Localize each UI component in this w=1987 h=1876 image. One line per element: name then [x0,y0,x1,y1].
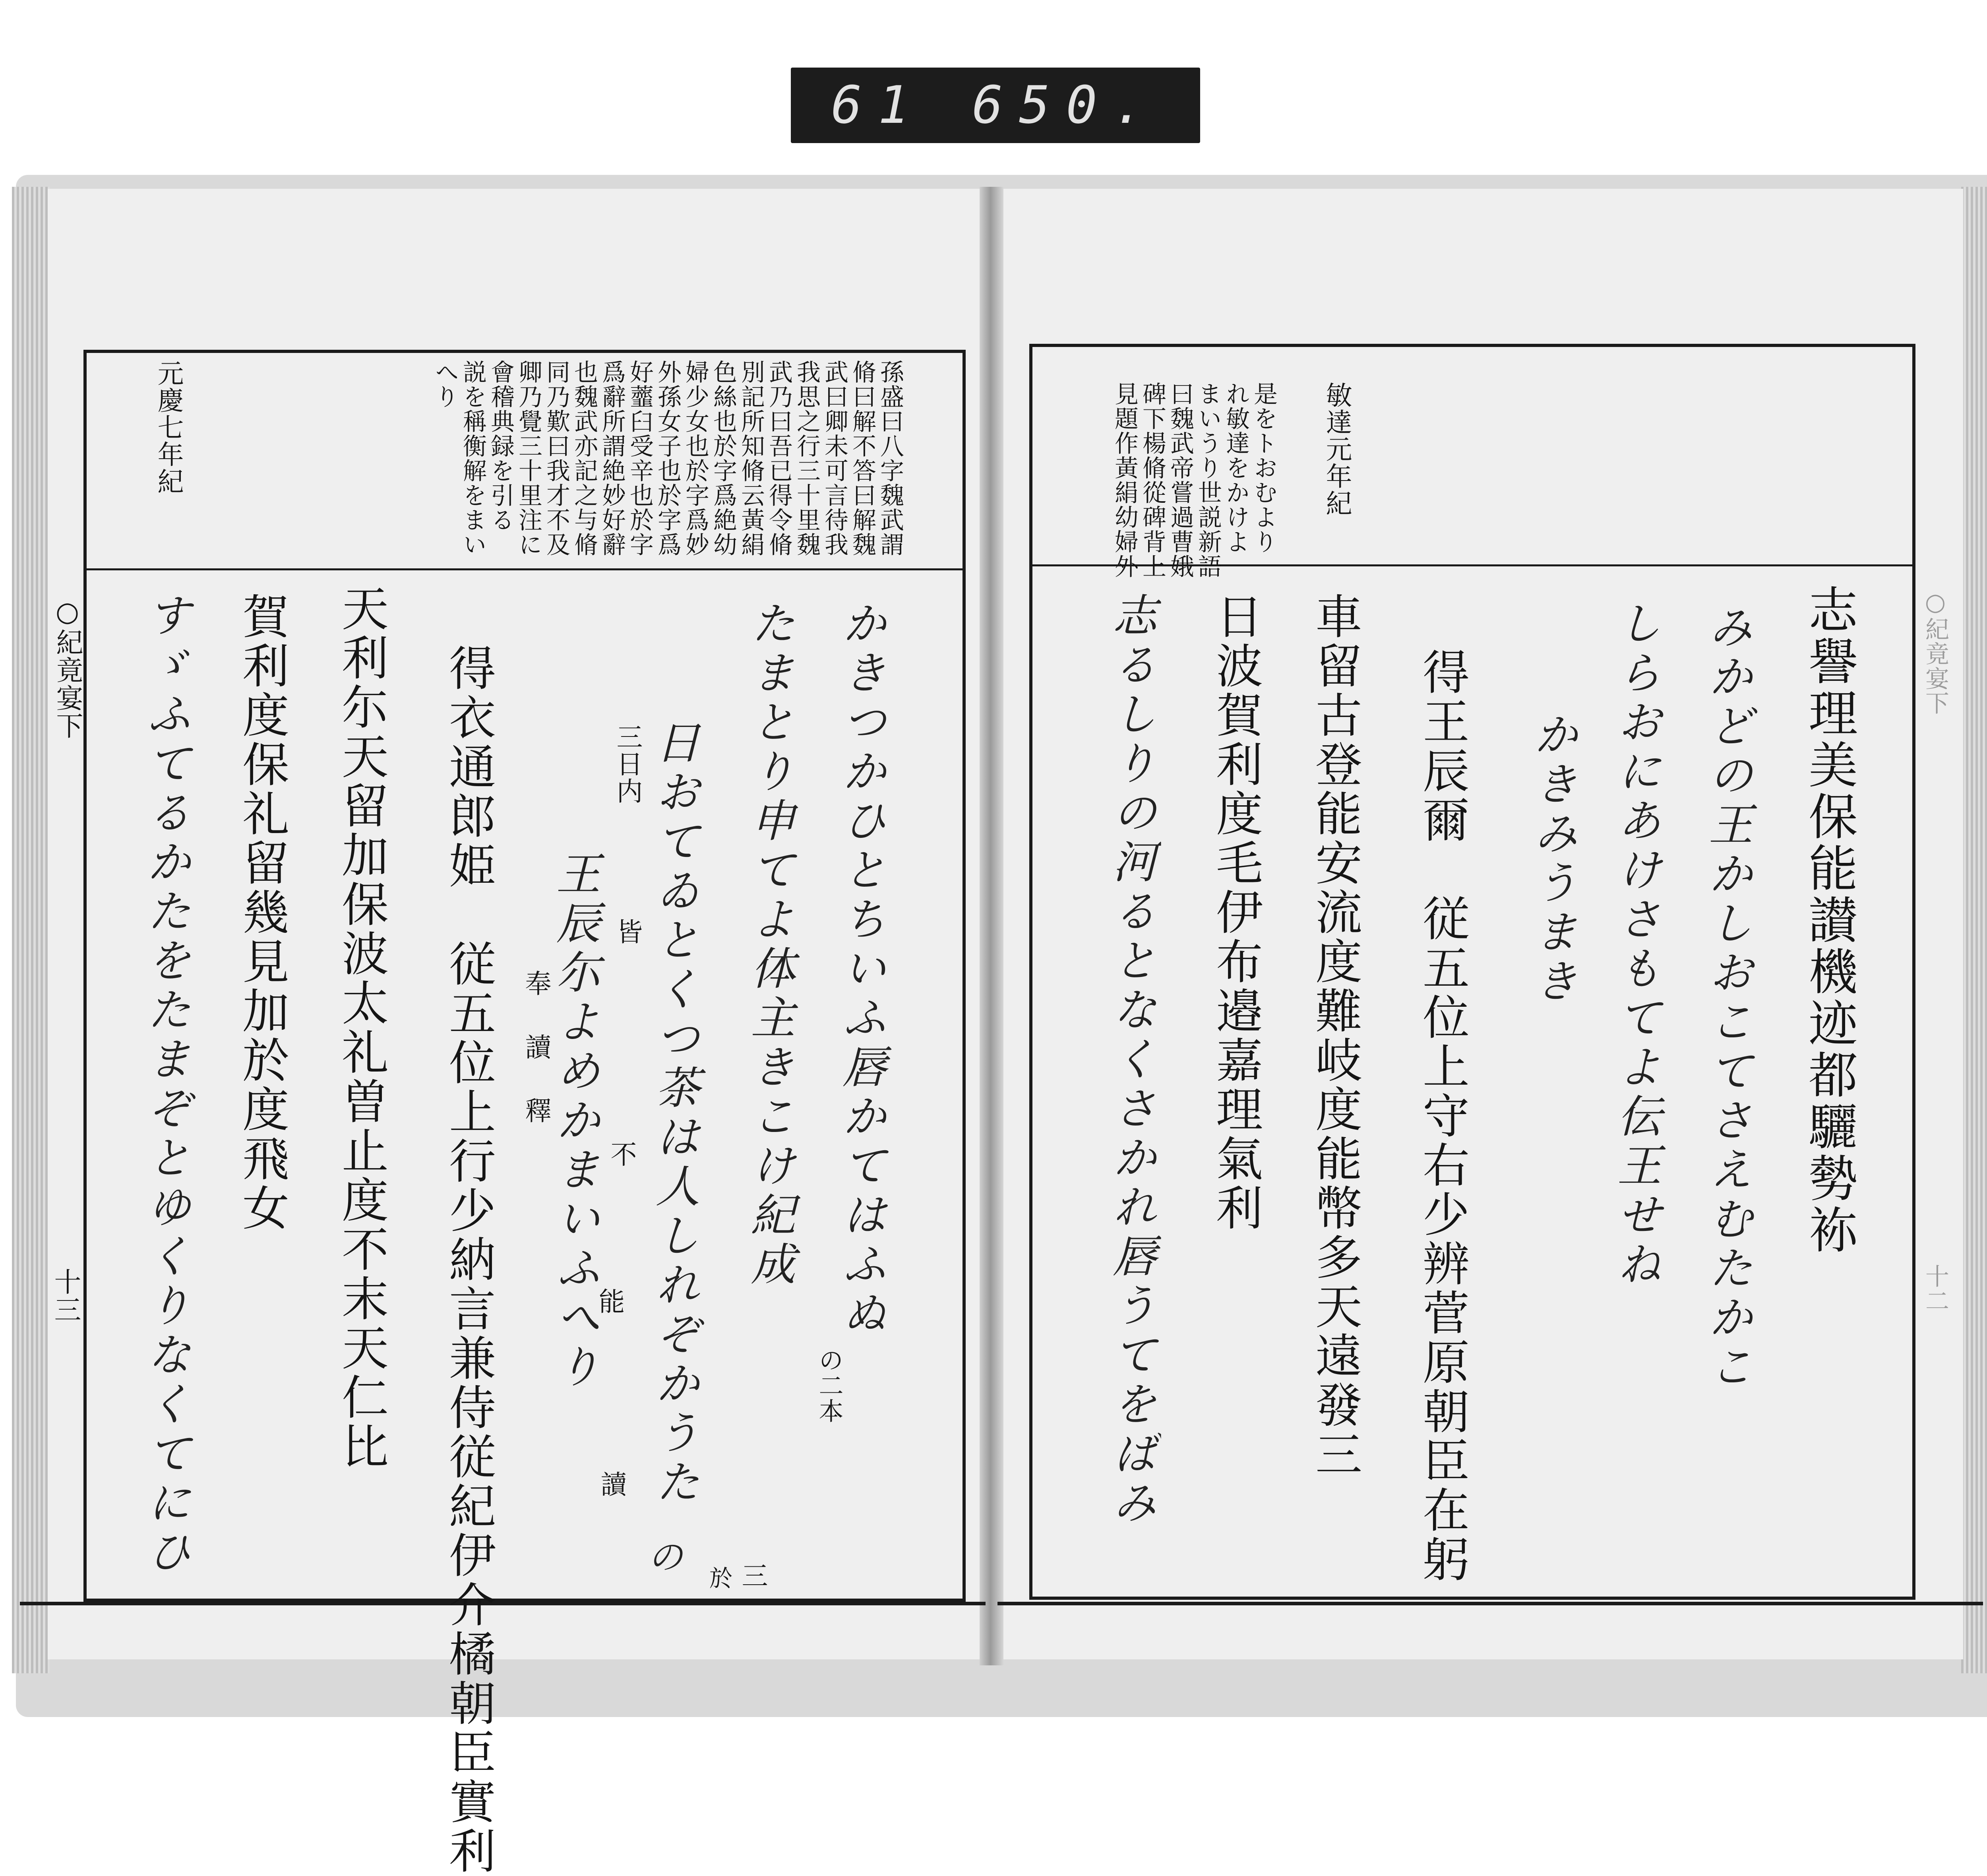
left-headnote-line: 我思之行三十里魏 [793,360,821,557]
left-annotation: の二本 [815,1347,844,1424]
left-headnote-line: 會稽典録を引る [487,360,515,532]
left-title-column: 得衣通郎姫 従五位上行少納言兼侍従紀伊介橘朝臣實利 [441,644,496,1876]
left-headnote-line: へり [431,360,459,409]
right-folio: 十二 [1921,1264,1949,1313]
right-poem-column: 志るしりの河るとなくさかれ唇うてをばみ [1105,592,1157,1529]
page-edges-left [12,187,50,1673]
left-annotation: の [641,1538,683,1579]
left-poem-column: すゞふてるかたをたまぞとゆくりなくてにひ [139,592,191,1578]
left-annotation: 三 [737,1562,768,1589]
left-headnote-line: 外孫女子也於字爲 [654,360,682,557]
right-poem-column: しらおにあけさもてよ伝王せね [1610,600,1662,1290]
right-poem-column: かきみうまき [1526,711,1578,1007]
left-headnote-line: 孫盛曰八字魏武謂 [876,360,904,557]
left-headnote-line: 卿乃覺三十里注に [515,360,542,557]
left-headnote-line: 婦少女也於字爲妙 [682,360,709,557]
left-manyogana-column: 天利尓天留加保波太礼曽止度不末天仁比 [334,584,389,1471]
book-spine [980,187,1003,1665]
right-poem-column: みかどの王かしおこてさえむたかこ [1701,604,1753,1393]
right-title-column: 得王辰爾 従五位上守右少辨菅原朝臣在躬 [1415,648,1470,1584]
left-margin-title: ○紀竟宴下 [52,596,83,740]
left-annotation: 奉 [521,970,551,997]
left-annotation: 讀 [521,1033,551,1060]
right-manyogana-column: 日波賀利度毛伊布邉嘉理氣利 [1208,592,1263,1233]
left-headnote-era: 元慶七年紀 [153,360,184,495]
left-poem-column: たまとり申てよ体主きこけ紀成 [744,600,795,1290]
left-headnote-divider [83,568,966,570]
left-manyogana-column: 賀利度保礼留幾見加於度飛女 [234,592,289,1233]
left-headnote-line: 説を稱衡解をまい [459,360,487,557]
left-annotation: 皆 [612,918,643,945]
right-headnote-line: 曰魏武帝嘗過曹娥 [1166,382,1194,579]
right-margin-title: ○紀竟宴下 [1921,588,1949,715]
catalog-number: 61 650. [831,75,1160,135]
left-folio: 十三 [50,1268,81,1324]
page-edges-right [1961,187,1987,1673]
left-annotation: 於 [705,1566,732,1590]
left-annotation: 不 [606,1141,637,1168]
left-headnote-line: 脩曰解不答曰解魏 [848,360,876,557]
left-poem-column: かきつかひとちいふ唇かてはふぬ [835,600,887,1339]
left-headnote-line: 別記所知脩云黃絹 [737,360,765,557]
right-headnote-line: 碑下楊脩從碑背上 [1139,382,1166,579]
left-bottom-rule [20,1602,986,1605]
left-headnote-line: 好虀臼受辛也於字 [626,360,654,557]
right-manyogana-column: 車留古登能安流度難岐度能幣多天遠發三 [1307,592,1362,1479]
left-headnote-line: 武曰卿未可言待我 [821,360,848,557]
left-headnote-line: 也魏武亦記之与脩 [570,360,598,557]
right-bottom-rule [997,1602,1983,1605]
left-annotation: 能 [594,1288,625,1315]
right-headnote-line: れ敏達をかけよ [1222,382,1250,554]
right-manyogana-column: 志譽理美保能讃機迹都驪勢袮 [1800,584,1857,1256]
left-headnote-line: 同乃歎曰我才不及 [542,360,570,557]
left-annotation: 讀 [596,1471,627,1498]
left-poem-column: 日おてゐとくつ茶は人しれぞかうた [648,719,700,1508]
right-headnote-era: 敏達元年紀 [1321,382,1352,517]
left-headnote-line: 爲辭所謂絶妙好辭 [598,360,626,557]
left-poem-column: 王辰尓よめかまいふへり [549,851,600,1393]
right-headnote-line: まいうり世説新語 [1194,382,1222,579]
left-annotation: 釋 [521,1097,551,1124]
right-headnote-line: 是をトおむより [1250,382,1278,554]
catalog-label [791,68,1200,143]
right-headnote-line: 見題作黃絹幼婦外 [1111,382,1139,579]
left-headnote-line: 武乃曰吾已得令脩 [765,360,793,557]
left-annotation: 三日内 [612,723,643,804]
left-headnote-line: 色絲也於字爲絶幼 [709,360,737,557]
